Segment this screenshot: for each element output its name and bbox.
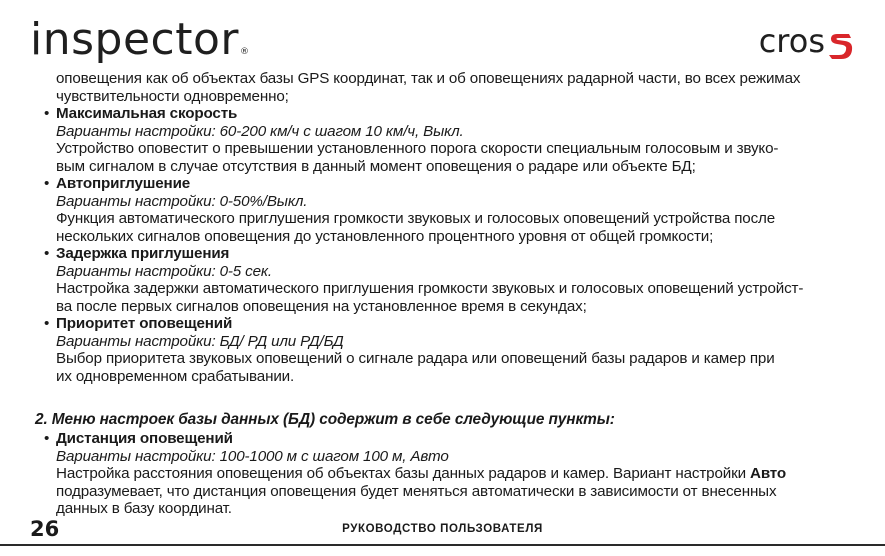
item-title-max-speed: • Максимальная скорость	[56, 105, 856, 123]
item-variants: Варианты настройки: 0-50%/Выкл.	[56, 192, 308, 210]
item-title-mute-delay: • Задержка приглушения	[56, 245, 856, 263]
settings-list	[56, 70, 856, 385]
item-description: их одновременном срабатывании.	[56, 367, 295, 385]
footer-caption	[0, 523, 885, 535]
brand-left-text: inspector	[30, 14, 239, 65]
item-variants: Варианты настройки: БД/ РД или РД/БД	[56, 332, 344, 350]
item-title-auto-mute: • Автоприглушение	[56, 175, 856, 193]
item-variants: Варианты настройки: 0-5 сек.	[56, 262, 272, 280]
page-number: 26	[30, 517, 60, 541]
item-description: нескольких сигналов оповещения до установленного процентного уровня от общей громкости;	[56, 227, 714, 245]
intro-line: оповещения как об объектах базы GPS координат, так и об оповещениях радарной части, во всех режимах	[56, 70, 801, 87]
item-title-alert-priority: • Приоритет оповещений	[56, 315, 856, 333]
cross-logo	[759, 22, 853, 60]
footer-divider	[0, 544, 885, 546]
item-description: Устройство оповестит о превышении установленного порога скорости специальным голосовым и звуко-	[56, 140, 779, 157]
stylized-s-icon	[827, 30, 853, 60]
item-description: вым сигналом в случае отсутствия в данный момент оповещения о радаре или объекте БД;	[56, 157, 696, 175]
item-description	[56, 465, 856, 483]
section-heading: 2. Меню настроек базы данных (БД) содержит в себе следующие пункты:	[35, 411, 615, 428]
footer-caption-text: РУКОВОДСТВО ПОЛЬЗОВАТЕЛЯ	[342, 523, 543, 535]
item-description: Выбор приоритета звуковых оповещений о сигнале радара или оповещений базы радаров и камер при	[56, 350, 775, 367]
item-description: данных в базу координат.	[56, 500, 232, 517]
description-text: Настройка расстояния оповещения об объектах базы данных радаров и камер. Вариант настройки	[56, 465, 750, 482]
item-description: ва после первых сигналов оповещения на установленное время в секундах;	[56, 297, 587, 315]
intro-line: чувствительности одновременно;	[56, 87, 289, 105]
auto-keyword: Авто	[750, 465, 787, 482]
item-description: Настройка задержки автоматического приглушения громкости звуковых и голосовых оповещений устройст-	[56, 280, 804, 297]
registered-mark: ®	[240, 47, 250, 57]
item-variants: Варианты настройки: 100-1000 м с шагом 100 м, Авто	[56, 447, 449, 465]
item-description: Функция автоматического приглушения громкости звуковых и голосовых оповещений устройства после	[56, 210, 776, 227]
item-title-alert-distance: • Дистанция оповещений	[56, 430, 856, 448]
item-variants: Варианты настройки: 60-200 км/ч с шагом 10 км/ч, Выкл.	[56, 122, 464, 140]
database-settings-list	[56, 430, 856, 518]
inspector-logo	[30, 14, 250, 65]
item-description: подразумевает, что дистанция оповещения будет меняться автоматически в зависимости от внесенных	[56, 482, 777, 500]
brand-right-text: cros	[758, 22, 825, 60]
